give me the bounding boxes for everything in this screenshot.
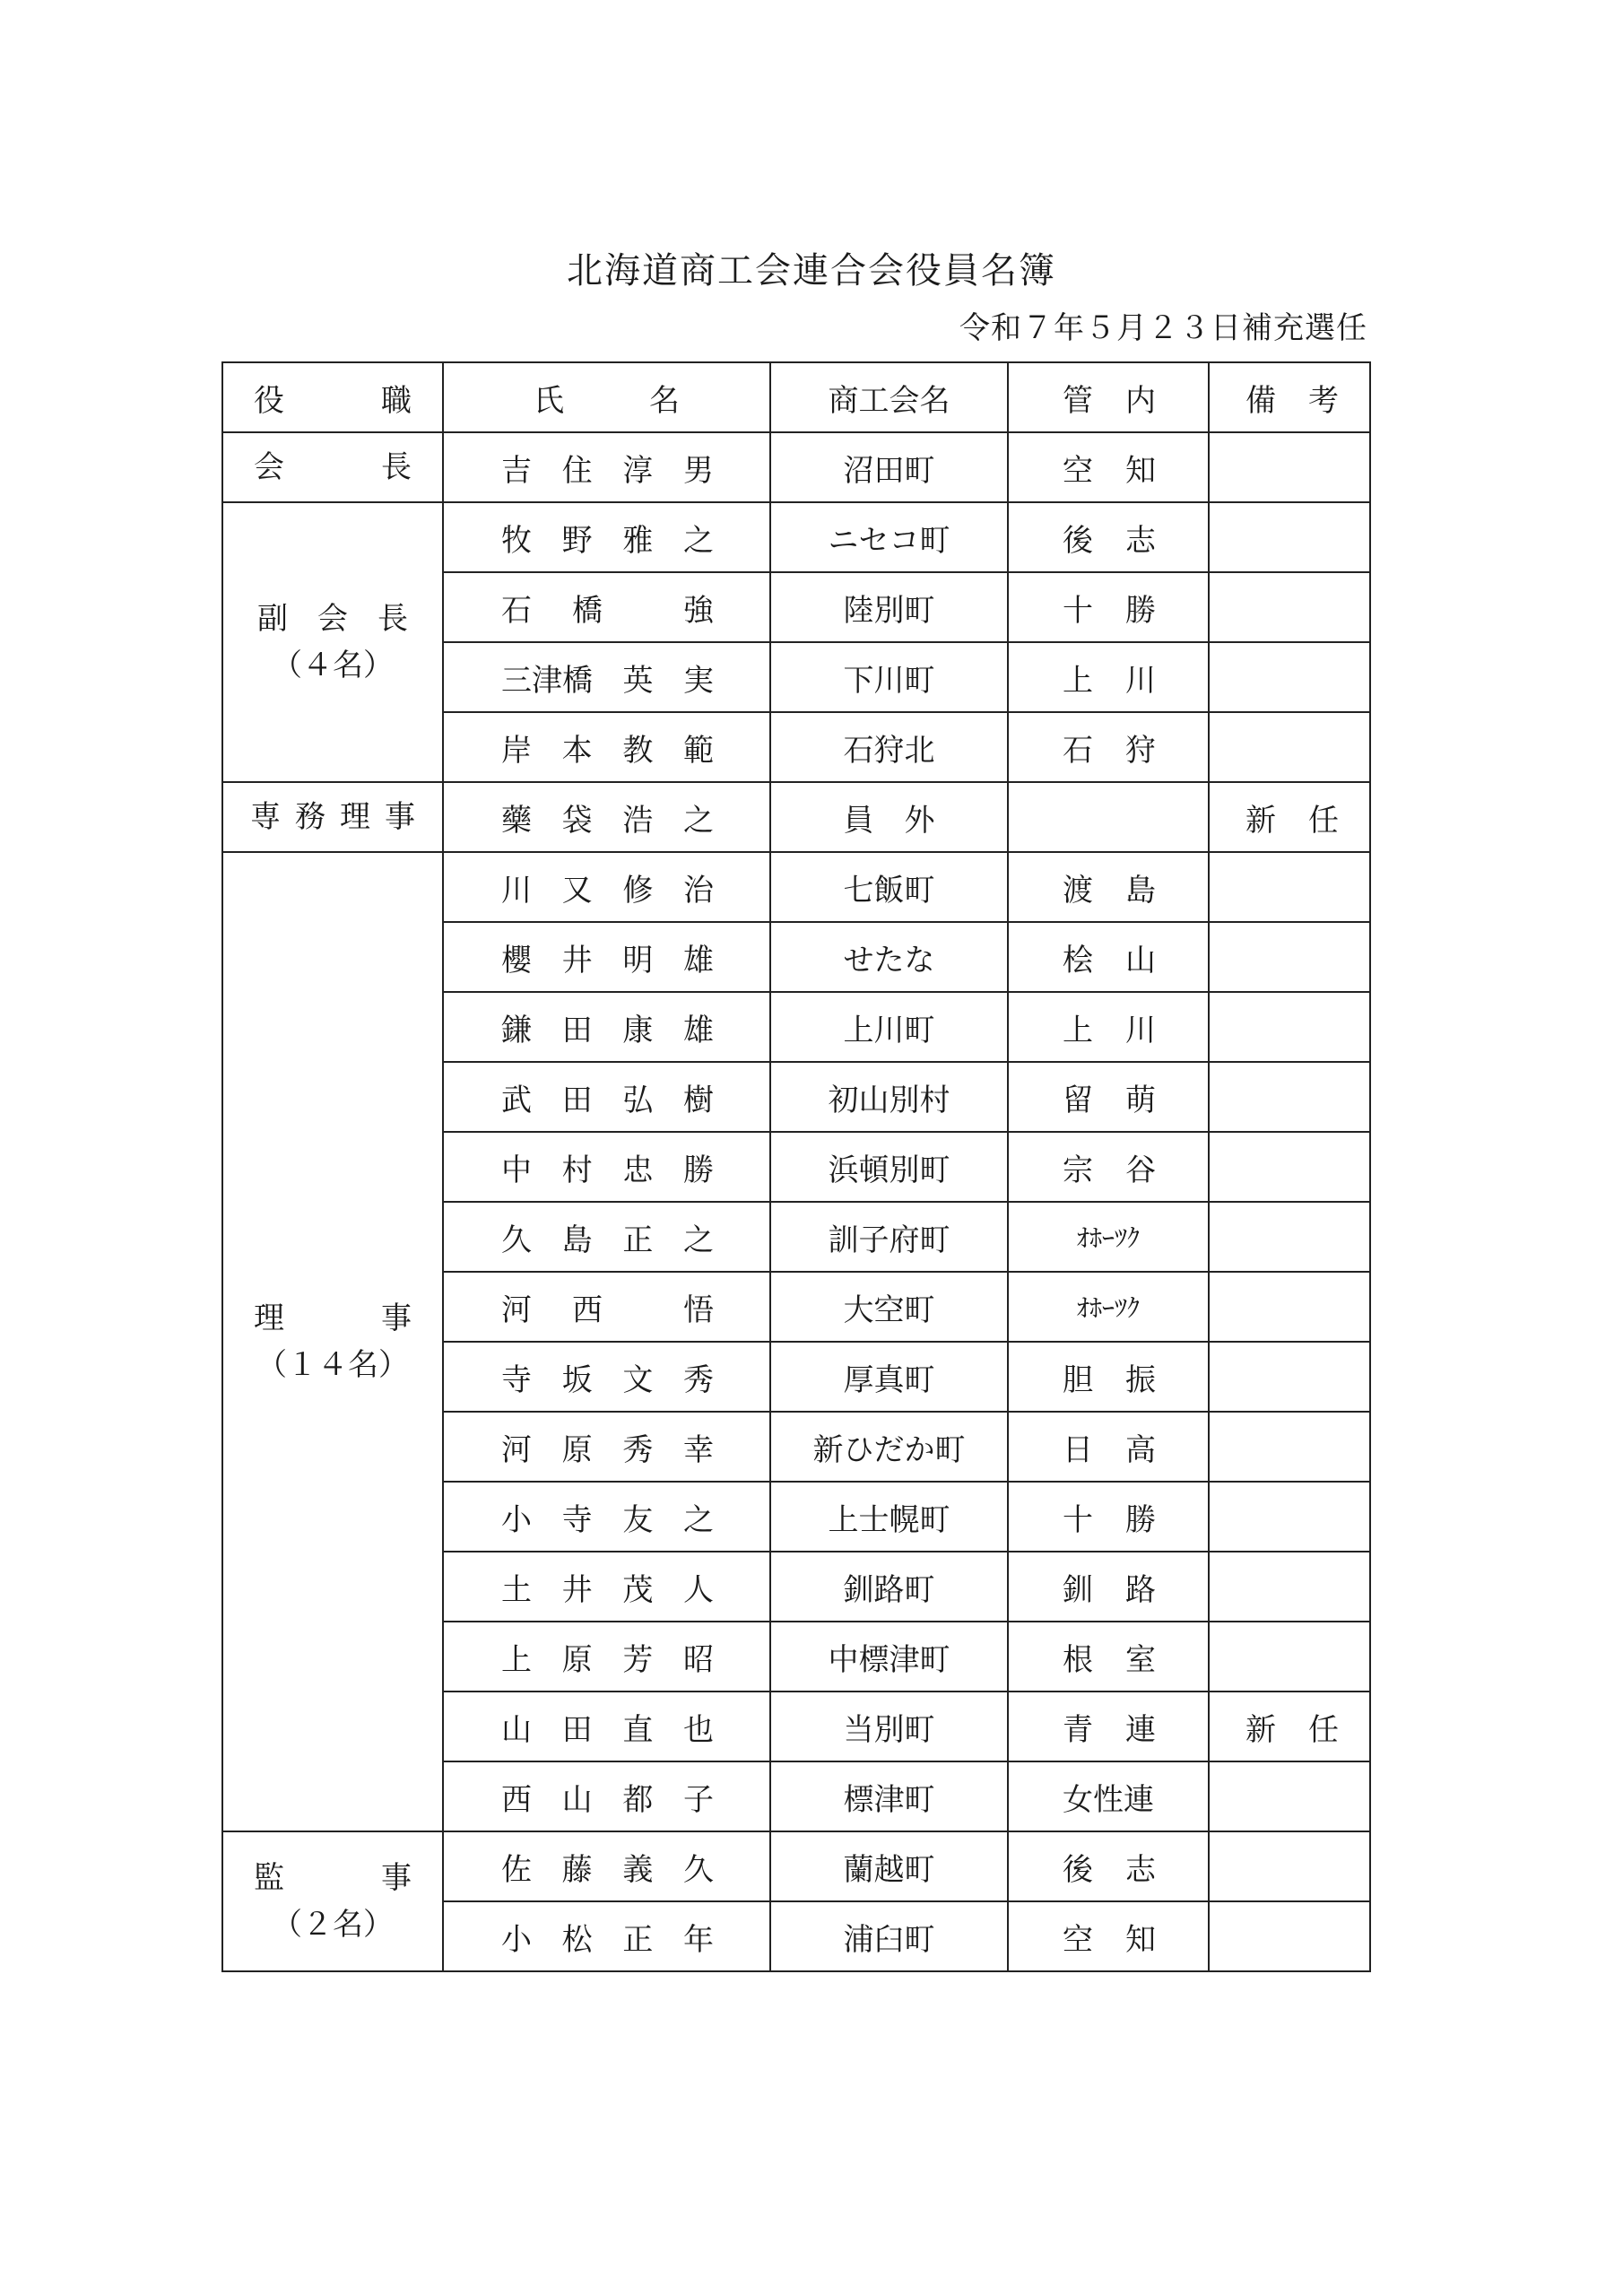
officer-name: 藥 袋 浩 之 bbox=[443, 782, 770, 852]
association-name: 上川町 bbox=[770, 992, 1008, 1062]
association-name: 浦臼町 bbox=[770, 1901, 1008, 1971]
officer-name: 櫻 井 明 雄 bbox=[443, 922, 770, 992]
note-cell: 新 任 bbox=[1209, 782, 1370, 852]
note-cell bbox=[1209, 502, 1370, 572]
district-name: 釧 路 bbox=[1008, 1552, 1209, 1622]
header-row bbox=[222, 362, 1370, 432]
district-name: 桧 山 bbox=[1008, 922, 1209, 992]
association-name: 陸別町 bbox=[770, 572, 1008, 642]
position-count: （２名） bbox=[272, 1907, 394, 1943]
note-cell bbox=[1209, 1062, 1370, 1132]
district-name: 後 志 bbox=[1008, 502, 1209, 572]
district-name: ｵﾎｰﾂｸ bbox=[1008, 1272, 1209, 1342]
association-name: 釧路町 bbox=[770, 1552, 1008, 1622]
officer-name: 上 原 芳 昭 bbox=[443, 1622, 770, 1692]
position-cell bbox=[222, 782, 443, 852]
note-cell bbox=[1209, 572, 1370, 642]
officer-name: 牧 野 雅 之 bbox=[443, 502, 770, 572]
header-association: 商工会名 bbox=[770, 362, 1008, 432]
note-cell bbox=[1209, 1342, 1370, 1412]
officer-name: 河 原 秀 幸 bbox=[443, 1412, 770, 1482]
association-name: 中標津町 bbox=[770, 1622, 1008, 1692]
note-cell bbox=[1209, 1412, 1370, 1482]
district-name bbox=[1008, 782, 1209, 852]
officer-name: 寺 坂 文 秀 bbox=[443, 1342, 770, 1412]
district-name: 根 室 bbox=[1008, 1622, 1209, 1692]
district-name: ｵﾎｰﾂｸ bbox=[1008, 1202, 1209, 1272]
note-cell bbox=[1209, 1272, 1370, 1342]
association-name: 石狩北 bbox=[770, 712, 1008, 782]
position-label: 副 会 長 bbox=[257, 601, 408, 637]
district-name: 上 川 bbox=[1008, 992, 1209, 1062]
officer-name: 河 西 悟 bbox=[443, 1272, 770, 1342]
position-label: 理 事 bbox=[254, 1300, 412, 1336]
association-name: 当別町 bbox=[770, 1692, 1008, 1761]
officer-name: 小 松 正 年 bbox=[443, 1901, 770, 1971]
association-name: 新ひだか町 bbox=[770, 1412, 1008, 1482]
association-name: 訓子府町 bbox=[770, 1202, 1008, 1272]
district-name: 胆 振 bbox=[1008, 1342, 1209, 1412]
officer-name: 岸 本 教 範 bbox=[443, 712, 770, 782]
position-count: （１４名） bbox=[256, 1347, 409, 1383]
note-cell bbox=[1209, 1901, 1370, 1971]
position-cell bbox=[222, 1831, 443, 1971]
officer-name: 佐 藤 義 久 bbox=[443, 1831, 770, 1901]
officer-row bbox=[222, 432, 1370, 502]
position-label: 監 事 bbox=[254, 1860, 412, 1896]
note-cell bbox=[1209, 992, 1370, 1062]
note-cell bbox=[1209, 1622, 1370, 1692]
header-name: 氏 名 bbox=[443, 362, 770, 432]
district-name: 後 志 bbox=[1008, 1831, 1209, 1901]
position-label: 専 務 理 事 bbox=[250, 799, 415, 835]
district-name: 空 知 bbox=[1008, 1901, 1209, 1971]
selection-date: 令和７年５月２３日補充選任 bbox=[959, 310, 1367, 346]
association-name: 大空町 bbox=[770, 1272, 1008, 1342]
officer-row bbox=[222, 852, 1370, 922]
officer-name: 中 村 忠 勝 bbox=[443, 1132, 770, 1202]
district-name: 石 狩 bbox=[1008, 712, 1209, 782]
district-name: 十 勝 bbox=[1008, 1482, 1209, 1552]
officer-row bbox=[222, 1831, 1370, 1901]
officer-name: 小 寺 友 之 bbox=[443, 1482, 770, 1552]
officer-name: 吉 住 淳 男 bbox=[443, 432, 770, 502]
district-name: 女性連 bbox=[1008, 1761, 1209, 1831]
note-cell bbox=[1209, 432, 1370, 502]
position-cell bbox=[222, 852, 443, 1831]
note-cell bbox=[1209, 1552, 1370, 1622]
association-name: 浜頓別町 bbox=[770, 1132, 1008, 1202]
note-cell bbox=[1209, 922, 1370, 992]
position-count: （４名） bbox=[272, 648, 394, 683]
note-cell: 新 任 bbox=[1209, 1692, 1370, 1761]
association-name: 上士幌町 bbox=[770, 1482, 1008, 1552]
district-name: 宗 谷 bbox=[1008, 1132, 1209, 1202]
district-name: 留 萌 bbox=[1008, 1062, 1209, 1132]
officer-roster-table bbox=[221, 361, 1371, 1972]
association-name: 七飯町 bbox=[770, 852, 1008, 922]
note-cell bbox=[1209, 1761, 1370, 1831]
roster-body bbox=[222, 362, 1370, 1971]
district-name: 日 高 bbox=[1008, 1412, 1209, 1482]
association-name: せたな bbox=[770, 922, 1008, 992]
note-cell bbox=[1209, 1831, 1370, 1901]
district-name: 空 知 bbox=[1008, 432, 1209, 502]
header-position: 役 職 bbox=[222, 362, 443, 432]
officer-row bbox=[222, 502, 1370, 572]
note-cell bbox=[1209, 1202, 1370, 1272]
note-cell bbox=[1209, 642, 1370, 712]
position-cell bbox=[222, 502, 443, 782]
officer-name: 土 井 茂 人 bbox=[443, 1552, 770, 1622]
header-district: 管 内 bbox=[1008, 362, 1209, 432]
officer-name: 久 島 正 之 bbox=[443, 1202, 770, 1272]
officer-name: 三津橋 英 実 bbox=[443, 642, 770, 712]
association-name: 蘭越町 bbox=[770, 1831, 1008, 1901]
note-cell bbox=[1209, 1132, 1370, 1202]
note-cell bbox=[1209, 712, 1370, 782]
district-name: 上 川 bbox=[1008, 642, 1209, 712]
officer-row bbox=[222, 782, 1370, 852]
document-title: 北海道商工会連合会役員名簿 bbox=[567, 250, 1056, 291]
note-cell bbox=[1209, 852, 1370, 922]
officer-name: 石 橋 強 bbox=[443, 572, 770, 642]
header-note: 備 考 bbox=[1209, 362, 1370, 432]
officer-name: 西 山 都 子 bbox=[443, 1761, 770, 1831]
note-cell bbox=[1209, 1482, 1370, 1552]
district-name: 渡 島 bbox=[1008, 852, 1209, 922]
association-name: 初山別村 bbox=[770, 1062, 1008, 1132]
officer-name: 川 又 修 治 bbox=[443, 852, 770, 922]
position-label: 会 長 bbox=[254, 449, 412, 485]
association-name: 下川町 bbox=[770, 642, 1008, 712]
association-name: 沼田町 bbox=[770, 432, 1008, 502]
officer-name: 武 田 弘 樹 bbox=[443, 1062, 770, 1132]
association-name: 標津町 bbox=[770, 1761, 1008, 1831]
officer-name: 山 田 直 也 bbox=[443, 1692, 770, 1761]
association-name: 厚真町 bbox=[770, 1342, 1008, 1412]
officer-name: 鎌 田 康 雄 bbox=[443, 992, 770, 1062]
position-cell bbox=[222, 432, 443, 502]
district-name: 十 勝 bbox=[1008, 572, 1209, 642]
association-name: ニセコ町 bbox=[770, 502, 1008, 572]
association-name: 員 外 bbox=[770, 782, 1008, 852]
district-name: 青 連 bbox=[1008, 1692, 1209, 1761]
